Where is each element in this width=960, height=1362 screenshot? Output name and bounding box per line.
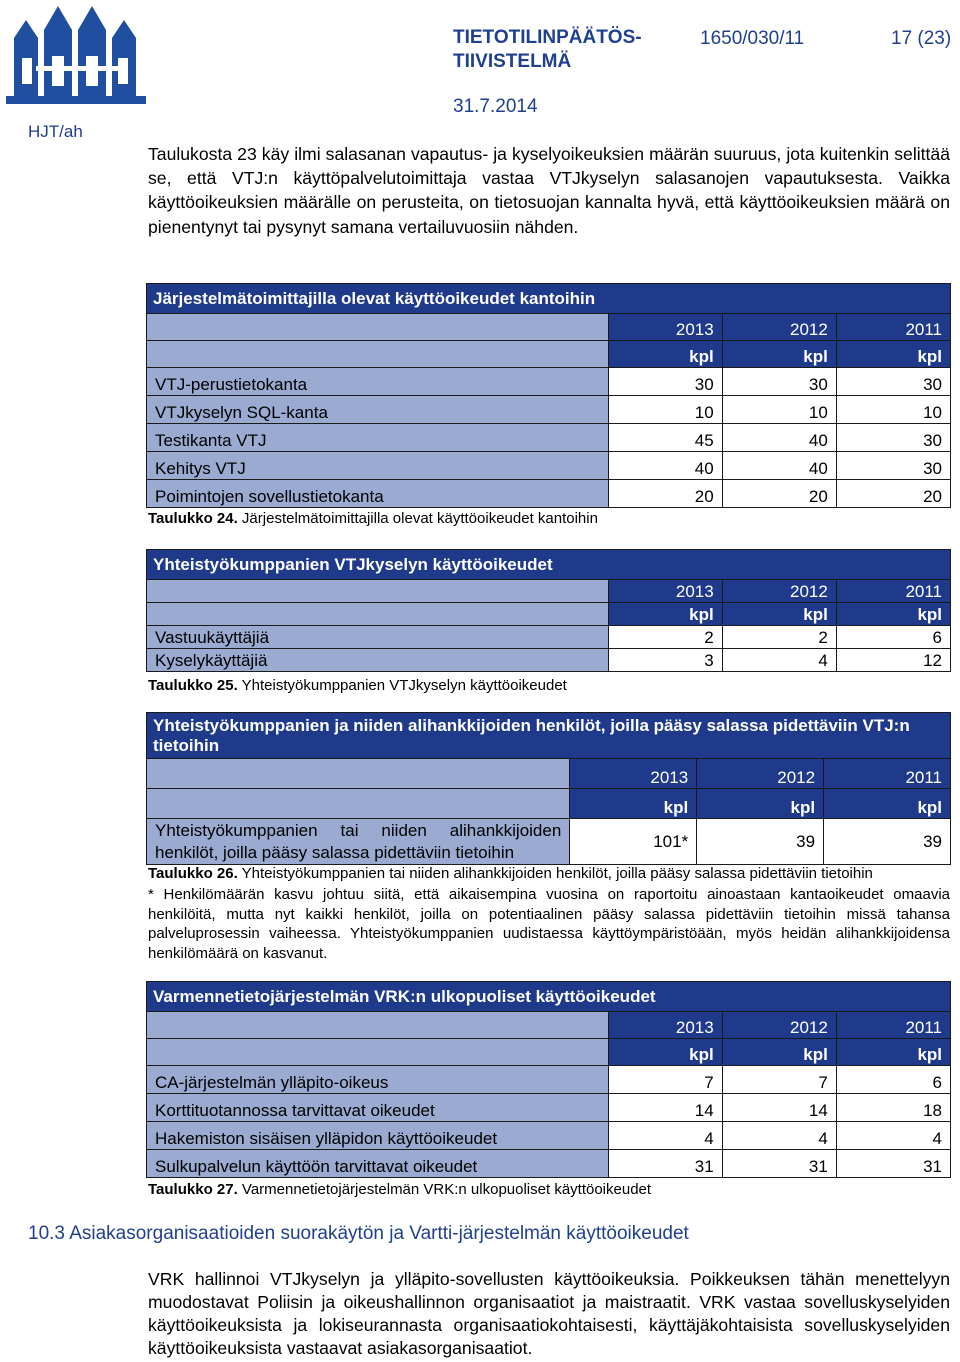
row-label: Korttituotannossa tarvittavat oikeudet — [147, 1094, 609, 1122]
row-label: CA-järjestelmän ylläpito-oikeus — [147, 1066, 609, 1094]
cell: 101* — [570, 819, 697, 865]
row-label: Kyselykäyttäjiä — [147, 649, 609, 672]
table-26 — [146, 712, 951, 865]
table-row — [147, 1066, 951, 1094]
year-header: 2012 — [697, 759, 824, 789]
cell: 6 — [836, 1066, 950, 1094]
year-header: 2013 — [570, 759, 697, 789]
cell: 31 — [722, 1150, 836, 1178]
cell: 40 — [722, 452, 836, 480]
caption-number: Taulukko 25. — [148, 677, 238, 694]
cell: 10 — [722, 396, 836, 424]
caption-text: Yhteistyökumppanien VTJkyselyn käyttöoikeudet — [237, 677, 567, 694]
year-header: 2012 — [722, 580, 836, 603]
cell: 18 — [836, 1094, 950, 1122]
caption-number: Taulukko 26. — [148, 865, 238, 882]
cell: 40 — [608, 452, 722, 480]
document-number: 1650/030/11 — [700, 28, 805, 49]
unit-header: kpl — [608, 1039, 722, 1066]
table-25-title: Yhteistyökumppanien VTJkyselyn käyttöoikeudet — [147, 550, 951, 580]
table-row — [147, 424, 951, 452]
cell: 39 — [824, 819, 951, 865]
cell: 30 — [836, 368, 950, 396]
cell: 10 — [836, 396, 950, 424]
document-date: 31.7.2014 — [453, 96, 538, 117]
year-header: 2012 — [722, 314, 836, 341]
cell: 4 — [722, 649, 836, 672]
cell: 10 — [608, 396, 722, 424]
year-header: 2013 — [608, 580, 722, 603]
table-24 — [146, 283, 951, 508]
cell: 30 — [608, 368, 722, 396]
row-label: VTJkyselyn SQL-kanta — [147, 396, 609, 424]
cell: 2 — [722, 626, 836, 649]
row-label: Yhteistyökumppanien tai niiden alihankkijoiden henkilöt, joilla pääsy salassa pidettäviin tietoihin — [147, 819, 570, 865]
cell: 4 — [722, 1122, 836, 1150]
row-label: Poimintojen sovellustietokanta — [147, 480, 609, 508]
table-25 — [146, 549, 951, 672]
caption-number: Taulukko 27. — [148, 1181, 238, 1198]
table-row — [147, 649, 951, 672]
unit-header: kpl — [722, 603, 836, 626]
table-27-title: Varmennetietojärjestelmän VRK:n ulkopuoliset käyttöoikeudet — [147, 982, 951, 1012]
intro-paragraph — [148, 142, 950, 239]
table-row — [147, 368, 951, 396]
unit-header: kpl — [836, 341, 950, 368]
year-header: 2011 — [836, 1012, 950, 1039]
cell: 45 — [608, 424, 722, 452]
table-row — [147, 819, 951, 865]
cell: 14 — [722, 1094, 836, 1122]
unit-header: kpl — [608, 341, 722, 368]
unit-header: kpl — [836, 1039, 950, 1066]
cell: 30 — [836, 424, 950, 452]
document-title — [453, 26, 642, 74]
year-header: 2011 — [836, 314, 950, 341]
cell: 31 — [608, 1150, 722, 1178]
year-header: 2011 — [824, 759, 951, 789]
cell: 4 — [836, 1122, 950, 1150]
row-label: VTJ-perustietokanta — [147, 368, 609, 396]
year-header: 2013 — [608, 314, 722, 341]
page-number: 17 (23) — [891, 28, 952, 49]
cell: 39 — [697, 819, 824, 865]
cell: 4 — [608, 1122, 722, 1150]
table-row — [147, 480, 951, 508]
document-title-line2: TIIVISTELMÄ — [453, 51, 572, 72]
intro-text: Taulukosta 23 käy ilmi salasanan vapautus- ja kyselyoikeuksien määrän suuruus, jota kuitenkin selittää se, että VTJ:n käyttöpalvelutoimittaja vastaa VTJkyselyn salasanojen vapautuksesta. Vaikka käyttöoikeuksien määrälle on perusteita, on tietosuojan kannalta hyvä, että käyttöoikeuksien määrä on pienentynyt tai pysynyt samana vertailuvuosiin nähden. — [148, 144, 950, 237]
unit-header: kpl — [722, 1039, 836, 1066]
cell: 2 — [608, 626, 722, 649]
unit-header: kpl — [570, 789, 697, 819]
unit-header: kpl — [608, 603, 722, 626]
year-header: 2012 — [722, 1012, 836, 1039]
table-row — [147, 626, 951, 649]
cell: 7 — [608, 1066, 722, 1094]
table-row — [147, 1122, 951, 1150]
row-label: Kehitys VTJ — [147, 452, 609, 480]
section-body: VRK hallinnoi VTJkyselyn ja ylläpito-sovellusten käyttöoikeuksia. Poikkeuksen tähän menettelyyn muodostavat Poliisin ja oikeushallinnon organisaatiot ja maistraatit. VRK vastaa sovelluskyselyiden käyttöoikeuksista ja lokiseurannasta organisaatiokohtaisesti, käyttäjäkohtaisista sovelluskyselyiden käyttöoikeuksista vastaavat asiakasorganisaatiot. — [148, 1269, 950, 1358]
caption-text: Varmennetietojärjestelmän VRK:n ulkopuoliset käyttöoikeudet — [237, 1181, 652, 1198]
caption-number: Taulukko 24. — [148, 510, 238, 527]
cell: 30 — [836, 452, 950, 480]
unit-header: kpl — [697, 789, 824, 819]
organization-logo-icon — [6, 0, 146, 118]
table-25-caption — [148, 677, 567, 694]
row-label: Vastuukäyttäjiä — [147, 626, 609, 649]
unit-header: kpl — [824, 789, 951, 819]
cell: 6 — [836, 626, 950, 649]
row-label: Testikanta VTJ — [147, 424, 609, 452]
unit-header: kpl — [722, 341, 836, 368]
table-26-caption — [148, 865, 873, 882]
year-header: 2013 — [608, 1012, 722, 1039]
row-label: Hakemiston sisäisen ylläpidon käyttöoikeudet — [147, 1122, 609, 1150]
table-24-title: Järjestelmätoimittajilla olevat käyttöoikeudet kantoihin — [147, 284, 951, 314]
cell: 12 — [836, 649, 950, 672]
table-27-caption — [148, 1181, 651, 1198]
table-row — [147, 1150, 951, 1178]
cell: 31 — [836, 1150, 950, 1178]
row-label: Sulkupalvelun käyttöön tarvittavat oikeudet — [147, 1150, 609, 1178]
cell: 20 — [608, 480, 722, 508]
cell: 40 — [722, 424, 836, 452]
table-row — [147, 396, 951, 424]
cell: 3 — [608, 649, 722, 672]
document-title-line1: TIETOTILINPÄÄTÖS- — [453, 27, 642, 48]
table-row — [147, 452, 951, 480]
table-row — [147, 1094, 951, 1122]
section-paragraph — [148, 1268, 950, 1360]
cell: 20 — [836, 480, 950, 508]
cell: 20 — [722, 480, 836, 508]
cell: 30 — [722, 368, 836, 396]
table-26-footnote: * Henkilömäärän kasvu johtuu siitä, että aikaisempina vuosina on raportoitu ainoastaan kantaoikeudet omaavia henkilöitä, mutta nyt kaikki henkilöt, joilla on potentiaalinen pääsy salassa pidettäviin tietoihin missä tahansa palveluprosessin vaiheessa. Yhteistyökumppanien uudistaessa käyttöympäristöään, myös heidän alihankkijoidensa henkilömäärä on kasvanut. — [148, 886, 950, 962]
caption-text: Järjestelmätoimittajilla olevat käyttöoikeudet kantoihin — [237, 510, 598, 527]
org-code: HJT/ah — [28, 122, 83, 141]
table-26-title: Yhteistyökumppanien ja niiden alihankkijoiden henkilöt, joilla pääsy salassa pidettäviin VTJ:n tietoihin — [147, 713, 951, 759]
section-heading: 10.3 Asiakasorganisaatioiden suorakäytön ja Vartti-järjestelmän käyttöoikeudet — [28, 1223, 689, 1244]
caption-text: Yhteistyökumppanien tai niiden alihankkijoiden henkilöt, joilla pääsy salassa pidettäviin tietoihin — [237, 865, 873, 882]
cell: 14 — [608, 1094, 722, 1122]
cell: 7 — [722, 1066, 836, 1094]
table-27 — [146, 981, 951, 1178]
unit-header: kpl — [836, 603, 950, 626]
table-24-caption — [148, 510, 598, 527]
year-header: 2011 — [836, 580, 950, 603]
